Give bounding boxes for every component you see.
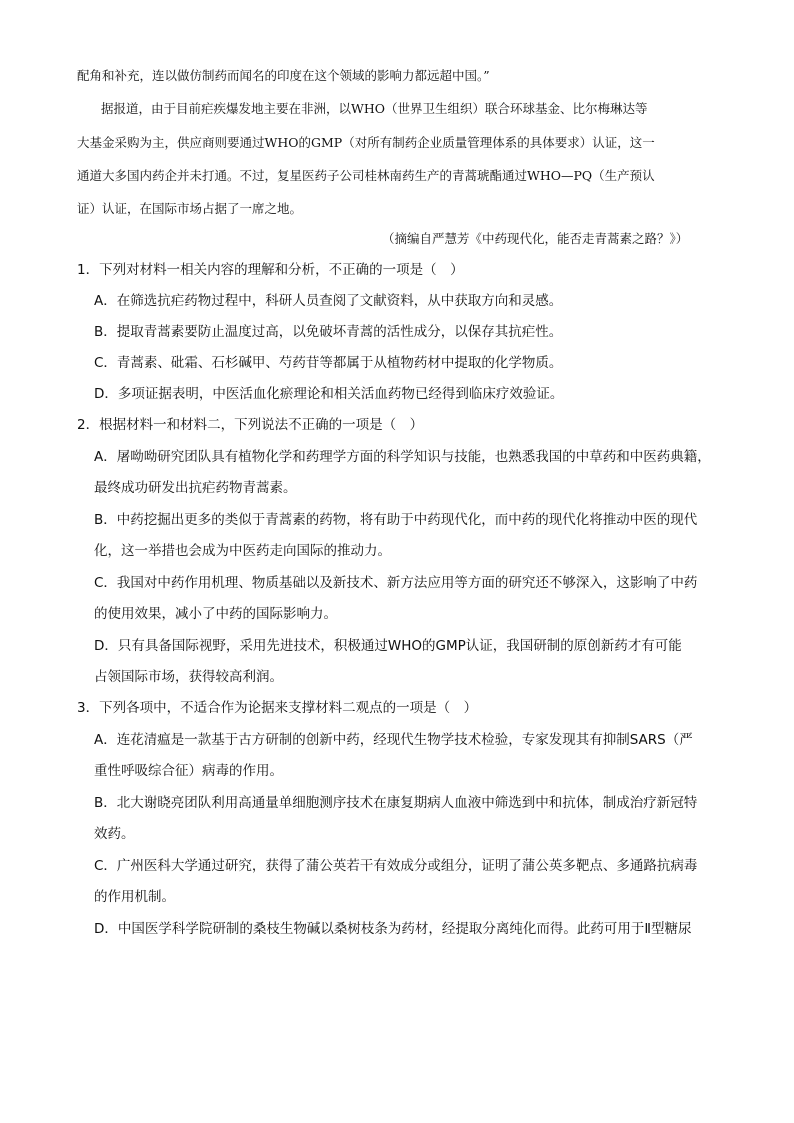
passage-line: 配角和补充，连以做仿制药而闻名的印度在这个领域的影响力都远超中国。” (77, 68, 490, 83)
question-stem: 3．下列各项中，不适合作为论据来支撑材料二观点的一项是（ ） (77, 700, 478, 716)
passage-line: 大基金采购为主，供应商则要通过WHO的GMP（对所有制药企业质量管理体系的具体要求）认证，这一 (77, 135, 655, 150)
option-a: A．屠呦呦研究团队具有植物化学和药理学方面的科学知识与技能，也熟悉我国的中草药和中医药典籍， (94, 449, 711, 465)
passage-line: 通道大多国内药企并未打通。不过，复星医药子公司桂林南药生产的青蒿琥酯通过WHO—PQ（生产预认 (77, 168, 655, 183)
option-b: B．北大谢晓亮团队利用高通量单细胞测序技术在康复期病人血液中筛选到中和抗体，制成治疗新冠特 (94, 795, 698, 811)
question-stem: 1．下列对材料一相关内容的理解和分析，不正确的一项是（ ） (77, 262, 464, 278)
option-d: D．多项证据表明，中医活血化瘀理论和相关活血药物已经得到临床疗效验证。 (94, 386, 564, 402)
option-c: C．青蒿素、砒霜、石杉碱甲、芍药苷等都属于从植物药材中提取的化学物质。 (94, 355, 563, 371)
passage-line: 据报道，由于目前疟疾爆发地主要在非洲，以WHO（世界卫生组织）联合环球基金、比尔梅琳达等 (101, 101, 648, 116)
option-c-continued: 的作用机制。 (94, 889, 175, 905)
option-c: C．广州医科大学通过研究，获得了蒲公英若干有效成分或组分，证明了蒲公英多靶点、多通路抗病毒 (94, 858, 698, 874)
option-a: A．在筛选抗疟药物过程中，科研人员查阅了文献资料，从中获取方向和灵感。 (94, 293, 563, 309)
option-b-continued: 化，这一举措也会成为中医药走向国际的推动力。 (94, 543, 391, 559)
passage-line: 证）认证，在国际市场占据了一席之地。 (77, 201, 303, 216)
question-stem: 2．根据材料一和材料二，下列说法不正确的一项是（ ） (77, 417, 424, 433)
option-d: D．中国医学科学院研制的桑枝生物碱以桑树枝条为药材，经提取分离纯化而得。此药可用于Ⅱ型糖尿 (94, 921, 692, 937)
option-b-continued: 效药。 (94, 826, 135, 842)
option-d: D．只有具备国际视野，采用先进技术，积极通过WHO的GMP认证，我国研制的原创新药才有可能 (94, 638, 682, 654)
option-d-continued: 占领国际市场，获得较高利润。 (94, 669, 283, 685)
option-b: B．提取青蒿素要防止温度过高，以免破坏青蒿的活性成分，以保存其抗疟性。 (94, 324, 563, 340)
option-a: A．连花清瘟是一款基于古方研制的创新中药，经现代生物学技术检验，专家发现其有抑制SARS（严 (94, 732, 693, 748)
option-c: C．我国对中药作用机理、物质基础以及新技术、新方法应用等方面的研究还不够深入，这影响了中药 (94, 575, 698, 591)
option-a-continued: 重性呼吸综合征）病毒的作用。 (94, 763, 283, 779)
source-citation: （摘编自严慧芳《中药现代化，能否走青蒿素之路？》） (382, 231, 689, 246)
option-b: B．中药挖掘出更多的类似于青蒿素的药物，将有助于中药现代化，而中药的现代化将推动中医的现代 (94, 512, 698, 528)
option-c-continued: 的使用效果，减小了中药的国际影响力。 (94, 606, 337, 622)
option-a-continued: 最终成功研发出抗疟药物青蒿素。 (94, 480, 297, 496)
